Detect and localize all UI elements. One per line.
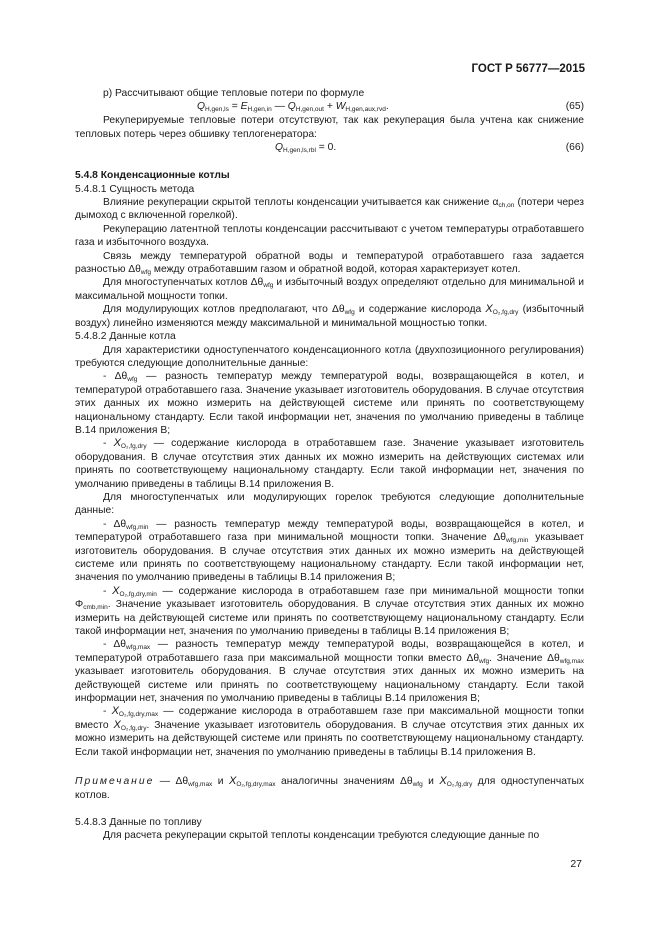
recuperation-paragraph: Рекуперируемые тепловые потери отсутствуют, так как рекуперация была учтена как снижение тепловых потерь через обшивку теплогенератора: — [75, 115, 584, 140]
section-5-4-8-1-title: 5.4.8.1 Сущность метода — [75, 183, 195, 195]
bullet-delta-theta-wfg-max: - $\Delta\theta_{wfg,max}$ — разность температур между температурой воды, возвращающейся в котел, и температурой отработавшего газа при максимальной мощности топки вместо $\Delta\theta_{wfg}$. Значение $\Delta\theta_{wfg,max}$ указывает изготовитель оборудования. В случае отсутствия этих данных их можно измерить на действующей системе или принять по соответствующему национальному стандарту. Если такой информации нет, значения по умолчанию приведены в таблицы В.14 приложения В; — [75, 639, 584, 705]
formula-65-expression: $Q_{H,gen,ls} = E_{H,gen,in}$ — $Q_{H,gen,out} + W_{H,gen,aux,rvd}$. — [197, 101, 389, 114]
formula-66-expression: $Q_{H,gen,ls,rbl} = 0$. — [275, 142, 337, 155]
section-5-4-8-2-title: 5.4.8.2 Данные котла — [75, 331, 176, 343]
standard-header: ГОСТ Р 56777—2015 — [471, 63, 585, 75]
item-p-text: р) Рассчитывают общие тепловые потери по формуле — [103, 88, 365, 99]
note-label: Примечание — [75, 776, 155, 788]
formula-66-number: (66) — [565, 142, 584, 154]
paragraph-recuperation-calc: Рекуперацию латентной теплоты конденсации рассчитывают с учетом температуры отработавшего газа и избыточного воздуха. — [75, 223, 584, 249]
section-5-4-8-title: 5.4.8 Конденсационные котлы — [75, 170, 230, 182]
paragraph-modulating-boilers: Для модулирующих котлов предполагают, что $\Delta\theta_{wfg}$ и содержание кислорода $X_{O_2,fg,dry}$ (избыточный воздух) линейно изменяются между максимальной и минимальной мощностью топки. — [75, 303, 584, 329]
paragraph-multistage-data: Для многоступенчатых или модулирующих горелок требуются следующие дополнительные данные: — [75, 491, 584, 517]
page-number: 27 — [570, 858, 582, 870]
note-paragraph: Примечание — $\Delta\theta_{wfg,max}$ и $X_{O_2,fg,dry,max}$ аналогичны значениям $\Delta\theta_{wfg}$ и $X_{O_2,fg,dry}$ для одноступенчатых котлов. — [75, 775, 585, 801]
bullet-delta-theta-wfg: - $\Delta\theta_{wfg}$ — разность температур между температурой воды, возвращающейся в котел, и температурой отработавшего газа. Значение указывает изготовитель оборудования. В случае отсутствия этих данных их можно измерить на действующей системе или принять по соответствующему национальному стандарту. Если такой информации нет, значения по умолчанию приведены в таблице В.14 приложения В; — [75, 371, 584, 436]
bullet-oxygen-content: - $X_{O_2,fg,dry}$ — содержание кислорода в отработавшем газе. Значение указывает изготовитель оборудования. В случае отсутствия этих данных их можно измерить на действующих системах или принять по соответствующему национальному стандарту. Если такой информации нет, значения по умолчанию приведены в таблицы В.14 приложения В. — [75, 437, 584, 490]
formula-66 — [75, 141, 584, 155]
bullet-delta-theta-wfg-min: - $\Delta\theta_{wfg,min}$ — разность температур между температурой воды, возвращающейся в котел, и температурой отработавшего газа при минимальной мощности топки. Значение $\Delta\theta_{wfg,min}$ указывает изготовитель оборудования. В случае отсутствия этих данных их можно измерить на действующей системе или принять по соответствующему национальному стандарту. Если такой информации нет, значения по умолчанию приведены в таблицы В.14 приложения В; — [75, 518, 584, 584]
formula-65-number: (65) — [565, 101, 584, 113]
formula-65 — [75, 100, 584, 114]
paragraph-latent-heat-effect: Влияние рекуперации скрытой теплоты конденсации учитывается как снижение $\alpha_{ch,on}$ (потери через дымоход с включенной горелкой). — [75, 197, 584, 222]
paragraph-temperature-relation: Связь между температурой обратной воды и температурой отработавшего газа задается разностью $\Delta\theta_{wfg}$ между отработавшим газом и обратной водой, которая характеризует котел. — [75, 250, 584, 277]
section-5-4-8-3-title: 5.4.8.3 Данные по топливу — [75, 816, 202, 828]
paragraph-single-stage-data: Для характеристики одноступенчатого конденсационного котла (двухпозиционного регулирования) требуются следующие дополнительные данные: — [75, 344, 584, 369]
paragraph-fuel-data: Для расчета рекуперации скрытой теплоты конденсации требуются следующие данные по — [103, 830, 540, 842]
bullet-oxygen-content-max: - $X_{O_2,fg,dry,max}$ — содержание кислорода в отработавшем газе при максимальной мощности топки вместо $X_{O_2,fg,dry}$. Значение указывает изготовитель оборудования. В случае отсутствия этих данных их можно измерить на действующей системе или принять по соответствующему национальному стандарту. Если такой информации нет, значения по умолчанию приведены в таблицы В.14 приложения В. — [75, 705, 584, 758]
paragraph-multistage-boilers: Для многоступенчатых котлов $\Delta\theta_{wfg}$ и избыточный воздух определяют отдельно для минимальной и максимальной мощности топки. — [75, 277, 584, 302]
page-content — [75, 87, 584, 843]
bullet-oxygen-content-min: - $X_{O_2,fg,dry,min}$ — содержание кислорода в отработавшем газе при минимальной мощности топки $\Phi_{cmb,min}$. Значение указывает изготовитель оборудования. В случае отсутствия этих данных их можно измерить на действующей системе или принять по соответствующему национальному стандарту. Если такой информации нет, значения по умолчанию приведены в таблицы В.14 приложения В; — [75, 584, 584, 638]
spacer — [75, 802, 584, 816]
